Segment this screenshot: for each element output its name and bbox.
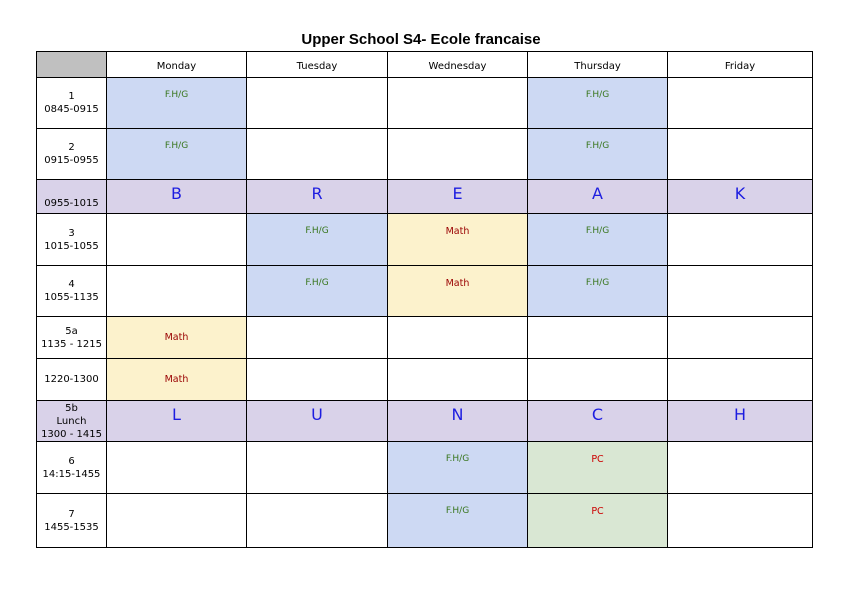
lesson-cell: Math — [388, 266, 528, 317]
period-number: 5b — [65, 402, 78, 414]
lesson-cell — [668, 214, 813, 266]
lunch-letter: L — [107, 401, 247, 442]
lesson-cell — [247, 359, 388, 401]
period-number: 2 — [68, 142, 75, 153]
lesson-cell: F.H/G — [247, 214, 388, 266]
period-number: 5a — [65, 325, 78, 337]
day-header-friday: Friday — [668, 52, 813, 78]
lesson-cell — [388, 317, 528, 359]
lesson-cell — [668, 359, 813, 401]
period-row — [37, 494, 813, 548]
lesson-cell: F.H/G — [388, 494, 528, 548]
header-row — [37, 52, 813, 78]
lesson-cell: F.H/G — [388, 442, 528, 494]
lunch-letter: C — [528, 401, 668, 442]
page-title: Upper School S4- Ecole francaise — [301, 31, 541, 48]
period-number: 6 — [68, 455, 75, 467]
period-label — [37, 317, 107, 359]
period-number: 7 — [68, 508, 75, 520]
period-time: 0845-0915 — [44, 104, 99, 115]
lesson-cell — [107, 494, 247, 548]
period-time: 0915-0955 — [44, 155, 99, 166]
lesson-cell — [247, 317, 388, 359]
lesson-cell — [388, 129, 528, 180]
period-row — [37, 266, 813, 317]
break-letter: A — [528, 180, 668, 214]
lesson-cell — [388, 359, 528, 401]
lesson-cell: F.H/G — [107, 129, 247, 180]
lesson-cell — [668, 442, 813, 494]
day-header-monday: Monday — [107, 52, 247, 78]
period-time: 1300 - 1415 — [41, 428, 102, 440]
lesson-cell — [668, 266, 813, 317]
lesson-cell — [388, 78, 528, 129]
lunch-row — [37, 401, 813, 442]
lesson-cell: F.H/G — [247, 266, 388, 317]
period-label — [37, 266, 107, 317]
break-letter: R — [247, 180, 388, 214]
period-label — [37, 442, 107, 494]
period-label — [37, 129, 107, 180]
lesson-cell — [107, 266, 247, 317]
lesson-cell — [668, 78, 813, 129]
period-time: 1220-1300 — [44, 374, 99, 385]
corner-cell — [37, 52, 107, 78]
lesson-cell — [668, 494, 813, 548]
lesson-cell: Math — [388, 214, 528, 266]
period-row — [37, 317, 813, 359]
period-time: 1135 - 1215 — [41, 338, 102, 350]
period-number: 3 — [68, 227, 75, 239]
lesson-cell: F.H/G — [528, 129, 668, 180]
lesson-cell: Math — [107, 359, 247, 401]
period-number: 4 — [68, 279, 75, 290]
period-label — [37, 494, 107, 548]
period-time: 1015-1055 — [44, 240, 99, 252]
lesson-cell: PC — [528, 442, 668, 494]
period-time: 0955-1015 — [44, 198, 99, 209]
period-row — [37, 78, 813, 129]
day-header-wednesday: Wednesday — [388, 52, 528, 78]
lesson-cell: F.H/G — [528, 214, 668, 266]
period-label — [37, 180, 107, 214]
break-letter: K — [668, 180, 813, 214]
period-row — [37, 359, 813, 401]
lunch-letter: H — [668, 401, 813, 442]
lunch-letter: U — [247, 401, 388, 442]
lesson-cell — [107, 442, 247, 494]
lesson-cell — [668, 317, 813, 359]
break-letter: B — [107, 180, 247, 214]
period-row — [37, 214, 813, 266]
lunch-letter: N — [388, 401, 528, 442]
lesson-cell: F.H/G — [528, 78, 668, 129]
period-label — [37, 78, 107, 129]
lesson-cell: Math — [107, 317, 247, 359]
period-row — [37, 442, 813, 494]
day-header-thursday: Thursday — [528, 52, 668, 78]
timetable — [36, 51, 813, 548]
period-row — [37, 129, 813, 180]
lesson-cell: F.H/G — [107, 78, 247, 129]
period-label — [37, 401, 107, 442]
period-time: 14:15-1455 — [42, 468, 101, 480]
lesson-cell — [528, 317, 668, 359]
period-time: 1055-1135 — [44, 292, 99, 303]
lesson-cell — [247, 494, 388, 548]
period-label — [37, 214, 107, 266]
lesson-cell — [668, 129, 813, 180]
break-row — [37, 180, 813, 214]
period-note: Lunch — [56, 415, 87, 427]
period-time: 1455-1535 — [44, 521, 99, 533]
period-number: 1 — [68, 91, 75, 102]
lesson-cell — [528, 359, 668, 401]
lesson-cell — [247, 129, 388, 180]
day-header-tuesday: Tuesday — [247, 52, 388, 78]
lesson-cell: F.H/G — [528, 266, 668, 317]
period-label — [37, 359, 107, 401]
break-letter: E — [388, 180, 528, 214]
lesson-cell — [247, 442, 388, 494]
lesson-cell — [107, 214, 247, 266]
lesson-cell — [247, 78, 388, 129]
lesson-cell: PC — [528, 494, 668, 548]
